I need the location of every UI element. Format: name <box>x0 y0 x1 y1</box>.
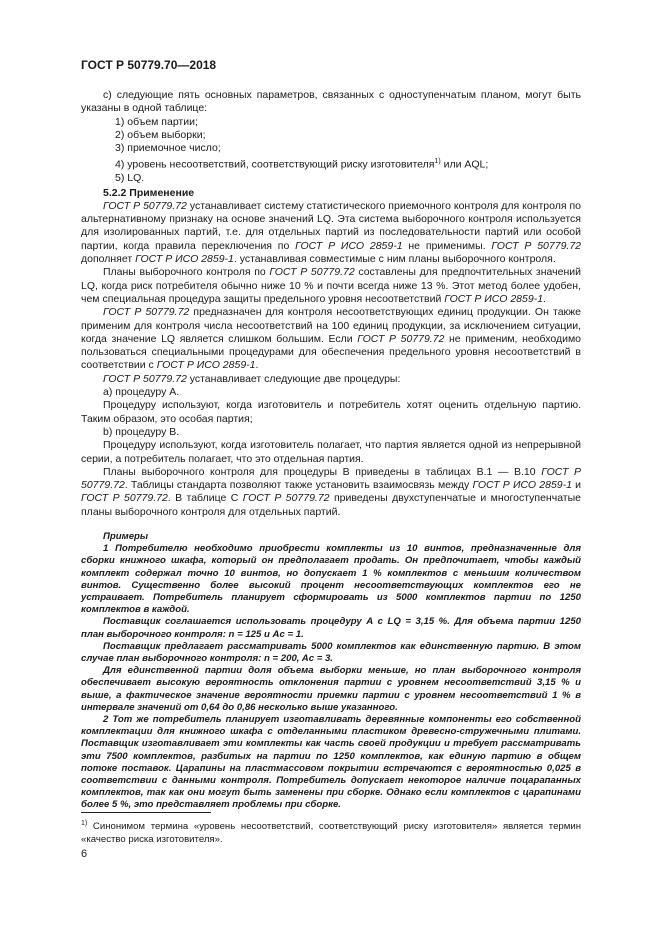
standard-reference: ГОСТ Р 50779.72 <box>103 199 187 212</box>
intro-paragraph: c) следующие пять основных параметров, связанных с одноступенчатым планом, могут быть указаны в одной таблице: <box>81 89 581 115</box>
procedure-b: b) процедуру В. <box>103 425 180 438</box>
paragraph-text: не применимы. <box>402 239 492 252</box>
list-item: 3) приемочное число; <box>115 142 221 155</box>
paragraph-text: устанавливает систему статистического приемочного контроля для контроля по альтернативному признаку на основе значений LQ. Эта система выборочного контроля используется для изолированных партий, т.е. для отдельных партий из последовательности партий или особой партии, когда правила переключения по <box>81 199 581 252</box>
paragraph-text: и <box>571 479 581 492</box>
footnote-text: Синонимом термина «уровень несоответствий, соответствующий риску изготовителя» является термин «качество риска изготовителя». <box>81 821 581 845</box>
procedure-a: a) процедуру А. <box>103 386 180 399</box>
section-heading: 5.2.2 Применение <box>103 186 195 199</box>
procedure-b-description: Процедуру используют, когда изготовитель полагает, что партия является одной из непрерывной серии, а потребитель полагает, что это отдельная партия. <box>81 439 581 465</box>
standard-reference: ГОСТ Р 50779.72 <box>491 239 582 252</box>
standard-reference: ГОСТ Р ИСО 2859-1 <box>444 292 544 305</box>
paragraph-text: дополняет <box>81 253 136 266</box>
examples-title: Примеры <box>103 531 149 542</box>
paragraph-text: Планы выборочного контроля для процедуры В приведены в таблицах В.1 — В.10 <box>103 465 542 478</box>
paragraph-text: не применим, необходимо пользоваться специальными процедурами для обеспечения предельного уровня несоответствий в соответствии с <box>81 332 582 372</box>
list-item-text: 4) уровень несоответствий, соответствующий риску изготовителя <box>115 158 435 171</box>
standard-reference: ГОСТ Р ИСО 2859-1 <box>472 479 572 492</box>
paragraph-text: . В таблице С <box>167 492 243 505</box>
paragraph-text: Планы выборочного контроля по <box>103 266 270 279</box>
paragraph <box>81 200 581 266</box>
main-text <box>81 89 581 812</box>
standard-reference: ГОСТ Р 50779.72 <box>242 492 330 505</box>
example-paragraph: 2 Тот же потребитель планирует изготавливать деревянные компоненты его собственной комплектации для книжного шкафа с отделанными пластиком древесно-стружечными плитами. Поставщик изготавливает эти комплекты как часть своей продукции и требует рассматривать эти 7500 комплектов, разбитых на партии по 1250 комплектов, как единую партию в общем потоке поставок. Царапины на пластмассовом покрытии встречаются с вероятностью 0,025 в соответствии с данными контроля. Потребитель допускает некоторое наличие поцарапанных комплектов, так как они могут быть заменены при сборке. Однако если комплектов с царапинами более 5 %, это представляет проблемы при сборке. <box>81 714 581 811</box>
paragraph-text: . устанавливая совместимые с ним планы выборочного контроля. <box>233 253 556 266</box>
list-item: 2) объем выборки; <box>115 128 206 141</box>
paragraph <box>81 466 581 519</box>
example-paragraph: 1 Потребителю необходимо приобрести комплекты из 10 винтов, предназначенные для сборки книжного шкафа, который он предполагает продать. Он предпочитает, чтобы каждый комплект содержал точно 10 винтов, но допускает 1 % комплектов с меньшим количеством винтов. Существенно более высокий процент несоответствующих комплектов его не устраивает. Потребитель планирует сформировать из 5000 комплектов партии по 1250 комплектов в каждой. <box>81 543 581 616</box>
paragraph-text: составлены для предпочтительных значений LQ, когда риск потребителя обычно ниже 10 % и почти всегда ниже 13 %. Этот метод более удобен, чем специальная процедура защиты предельного уровня несоответствий <box>81 266 581 305</box>
example-paragraph: Для единственной партии доля объема выборки меньше, но план выборочного контроля обеспечивает высокую вероятность отклонения партии с уровнем несоответствий 3,15 % и выше, а фактическое значение вероятности приемки партии с уровнем несоответствий 1 % в интервале значений от 0,64 до 0,86 несколько выше указанного. <box>81 665 581 713</box>
standard-reference: ГОСТ Р 50779.72 <box>81 465 581 492</box>
paragraph-text: устанавливает следующие две процедуры: <box>186 372 401 385</box>
example-paragraph: Поставщик предлагает рассматривать 5000 комплектов как единственную партию. В этом случае план выборочного контроля: n = 200, Ac = 3. <box>81 640 581 665</box>
footnote-mark: 1) <box>81 820 88 827</box>
paragraph-text: приведены двухступенчатые и многоступенчатые планы выборочного контроля для отдельных партий. <box>81 492 581 518</box>
list-item-tail: или AQL; <box>440 158 489 171</box>
standard-reference: ГОСТ Р 50779.72 <box>103 306 190 319</box>
procedure-a-description: Процедуру используют, когда изготовитель и потребитель хотят оценить отдельную партию. Таким образом, это особая партия; <box>81 399 581 425</box>
examples-block <box>81 531 581 812</box>
standard-reference: ГОСТ Р 50779.72 <box>81 492 168 505</box>
standard-reference: ГОСТ Р ИСО 2859-1 <box>295 239 403 252</box>
paragraph <box>81 266 581 306</box>
page-number: 6 <box>81 848 88 860</box>
paragraph-text: предназначен для контроля несоответствующих единиц продукции. Он также применим для контроля числа несоответствий на 100 единиц продукции, за исключением ситуации, когда значение LQ является слишком большим. Если <box>81 306 581 345</box>
paragraph <box>81 306 581 372</box>
footnote-divider <box>81 812 211 813</box>
standard-reference: ГОСТ Р 50779.72 <box>103 372 187 385</box>
footnote <box>81 818 581 846</box>
standard-reference: ГОСТ Р 50779.72 <box>269 266 355 279</box>
standard-header: ГОСТ Р 50779.70—2018 <box>81 58 217 72</box>
paragraph <box>81 373 581 386</box>
standard-reference: ГОСТ Р ИСО 2859-1 <box>156 359 256 372</box>
paragraph-text: . <box>255 359 259 372</box>
list-item: 1) объем партии; <box>115 115 198 128</box>
paragraph-text: . <box>543 292 546 305</box>
list-item: 5) LQ. <box>115 172 145 185</box>
list-item <box>81 155 581 172</box>
footnote-ref: 1) <box>434 158 441 166</box>
standard-reference: ГОСТ Р ИСО 2859-1 <box>135 253 234 266</box>
standard-reference: ГОСТ Р 50779.72 <box>357 332 445 345</box>
example-paragraph: Поставщик соглашается использовать процедуру А с LQ = 3,15 %. Для объема партии 1250 план выборочного контроля: n = 125 и Ac = 1. <box>81 616 581 640</box>
paragraph-text: . Таблицы стандарта позволяют также установить взаимосвязь между <box>124 479 473 492</box>
